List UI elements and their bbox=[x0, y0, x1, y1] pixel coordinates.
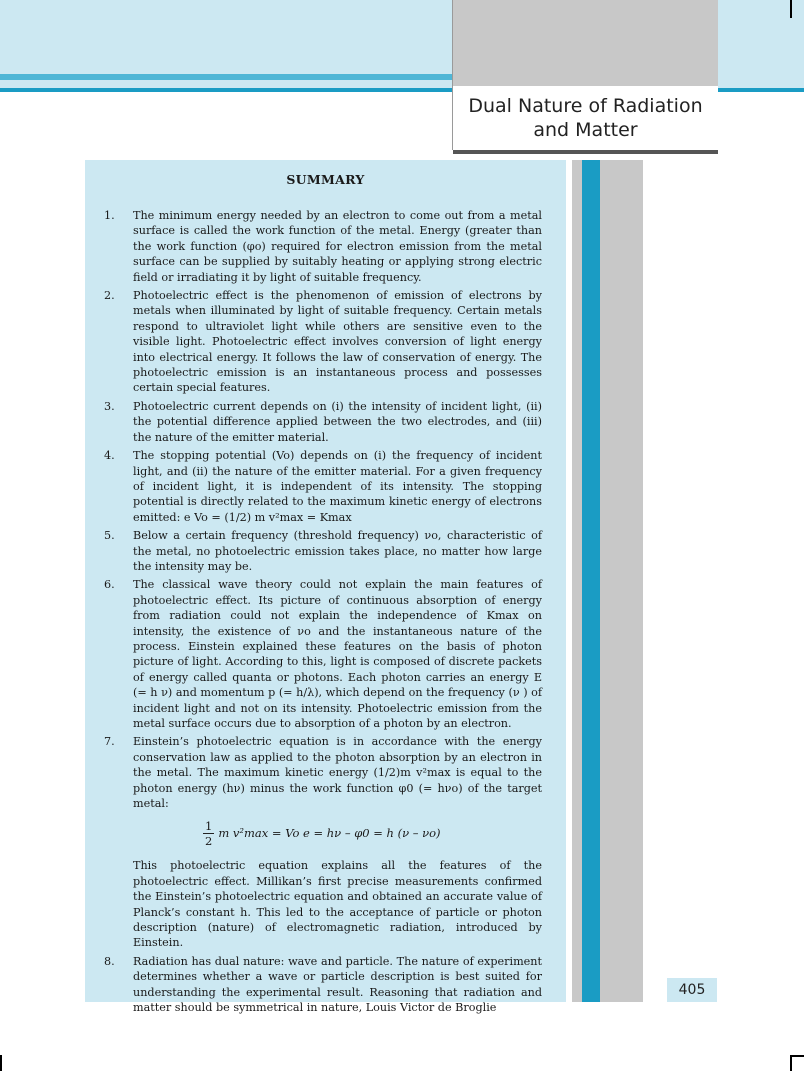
crop-mark bbox=[790, 1055, 792, 1071]
crop-mark bbox=[792, 1055, 804, 1057]
equation-body: m v²max = Vo e = hν – φ0 = h (ν – νo) bbox=[218, 826, 441, 841]
item-text: The stopping potential (Vo) depends on (i) the frequency of incident light, and (ii) the nature of the emitter material. For a given frequency of incident light, it is independent of its intensity. The stopping potential is directly related to the maximum kinetic energy of electrons emitted: e Vo = (1/2) m v²max = Kmax bbox=[133, 449, 542, 524]
item-text: Below a certain frequency (threshold frequency) νo, characteristic of the metal, no photoelectric emission takes place, no matter how large the intensity may be. bbox=[133, 529, 542, 573]
page-number: 405 bbox=[667, 978, 717, 1002]
chapter-title-line1: Dual Nature of Radiation bbox=[468, 95, 703, 117]
fraction-denominator: 2 bbox=[205, 834, 213, 849]
item-text: Radiation has dual nature: wave and particle. The nature of experiment determines whether a wave or particle description is best suited for understanding the experimental result. Reasoning that radiation and matter should be symmetrical in nature, Louis Victor de Broglie bbox=[133, 954, 542, 1015]
list-item bbox=[104, 577, 542, 731]
list-item bbox=[104, 528, 542, 574]
item-number: 3. bbox=[104, 399, 115, 413]
item-number: 4. bbox=[104, 449, 115, 463]
crop-mark bbox=[790, 0, 792, 18]
chapter-title-line2: and Matter bbox=[533, 119, 638, 141]
equation-fraction bbox=[203, 819, 214, 848]
summary-heading: SUMMARY bbox=[286, 172, 365, 187]
item-number: 7. bbox=[104, 735, 115, 749]
summary-list bbox=[104, 208, 542, 1019]
item-number: 5. bbox=[104, 529, 115, 543]
item-number: 1. bbox=[104, 209, 115, 222]
list-item bbox=[104, 734, 542, 950]
item-text: The classical wave theory could not explain the main features of photoelectric effect. Its picture of continuous absorption of energy from radiation could not explain the independence of Kmax on intensity, the existence of νo and the instantaneous nature of the process. Einstein explained these features on the basis of photon picture of light. According to this, light is composed of discrete packets of energy called quanta or photons. Each photon carries an energy E (= h ν) and momentum p (= h/λ), which depend on the frequency (ν ) of incident light and not on its intensity. Photoelectric emission from the metal surface occurs due to absorption of a photon by an electron. bbox=[133, 578, 542, 730]
item-text: Einstein’s photoelectric equation is in accordance with the energy conservation law as applied to the photon absorption by an electron in the metal. The maximum kinetic energy (1/2)m v²max is equal to the photon energy (hν) minus the work function φ0 (= hνo) of the target metal: bbox=[133, 735, 542, 811]
item-number: 2. bbox=[104, 289, 115, 303]
item-number: 8. bbox=[104, 954, 115, 968]
chapter-title bbox=[453, 94, 718, 142]
list-item bbox=[104, 208, 542, 285]
list-item bbox=[104, 448, 542, 525]
fraction-numerator: 1 bbox=[205, 819, 213, 834]
chapter-box-shade bbox=[453, 0, 718, 86]
item-continuation: This photoelectric equation explains all the features of the photoelectric effect. Millikan’s first precise measurements confirmed the Einstein’s photoelectric equation and obtained an accurate value of Planck’s constant h. This led to the acceptance of particle or photon description (nature) of electromagnetic radiation, introduced by Einstein. bbox=[133, 859, 542, 950]
item-number: 6. bbox=[104, 578, 115, 592]
item-text: Photoelectric current depends on (i) the intensity of incident light, (ii) the potential difference applied between the two electrodes, and (iii) the nature of the emitter material. bbox=[133, 399, 542, 444]
list-item bbox=[104, 288, 542, 396]
item-text: Photoelectric effect is the phenomenon of emission of electrons by metals when illuminated by light of suitable frequency. Certain metals respond to ultraviolet light while others are sensitive even to the visible light. Photoelectric effect involves conversion of light energy into electrical energy. It follows the law of conservation of energy. The photoelectric emission is an instantaneous process and possesses certain special features. bbox=[133, 289, 542, 395]
item-text: The minimum energy needed by an electron to come out from a metal surface is called the work function of the metal. Energy (greater than the work function (φo) required for electron emission from the metal surface can be supplied by suitably heating or applying strong electric field or irradiating it by light of suitable frequency. bbox=[133, 209, 542, 284]
chapter-box-underline bbox=[453, 150, 718, 154]
list-item bbox=[104, 399, 542, 445]
side-bar-accent bbox=[582, 160, 600, 1002]
crop-mark bbox=[0, 1055, 2, 1071]
list-item bbox=[104, 954, 542, 1016]
photoelectric-equation bbox=[133, 819, 542, 848]
chapter-title-box bbox=[452, 0, 718, 150]
